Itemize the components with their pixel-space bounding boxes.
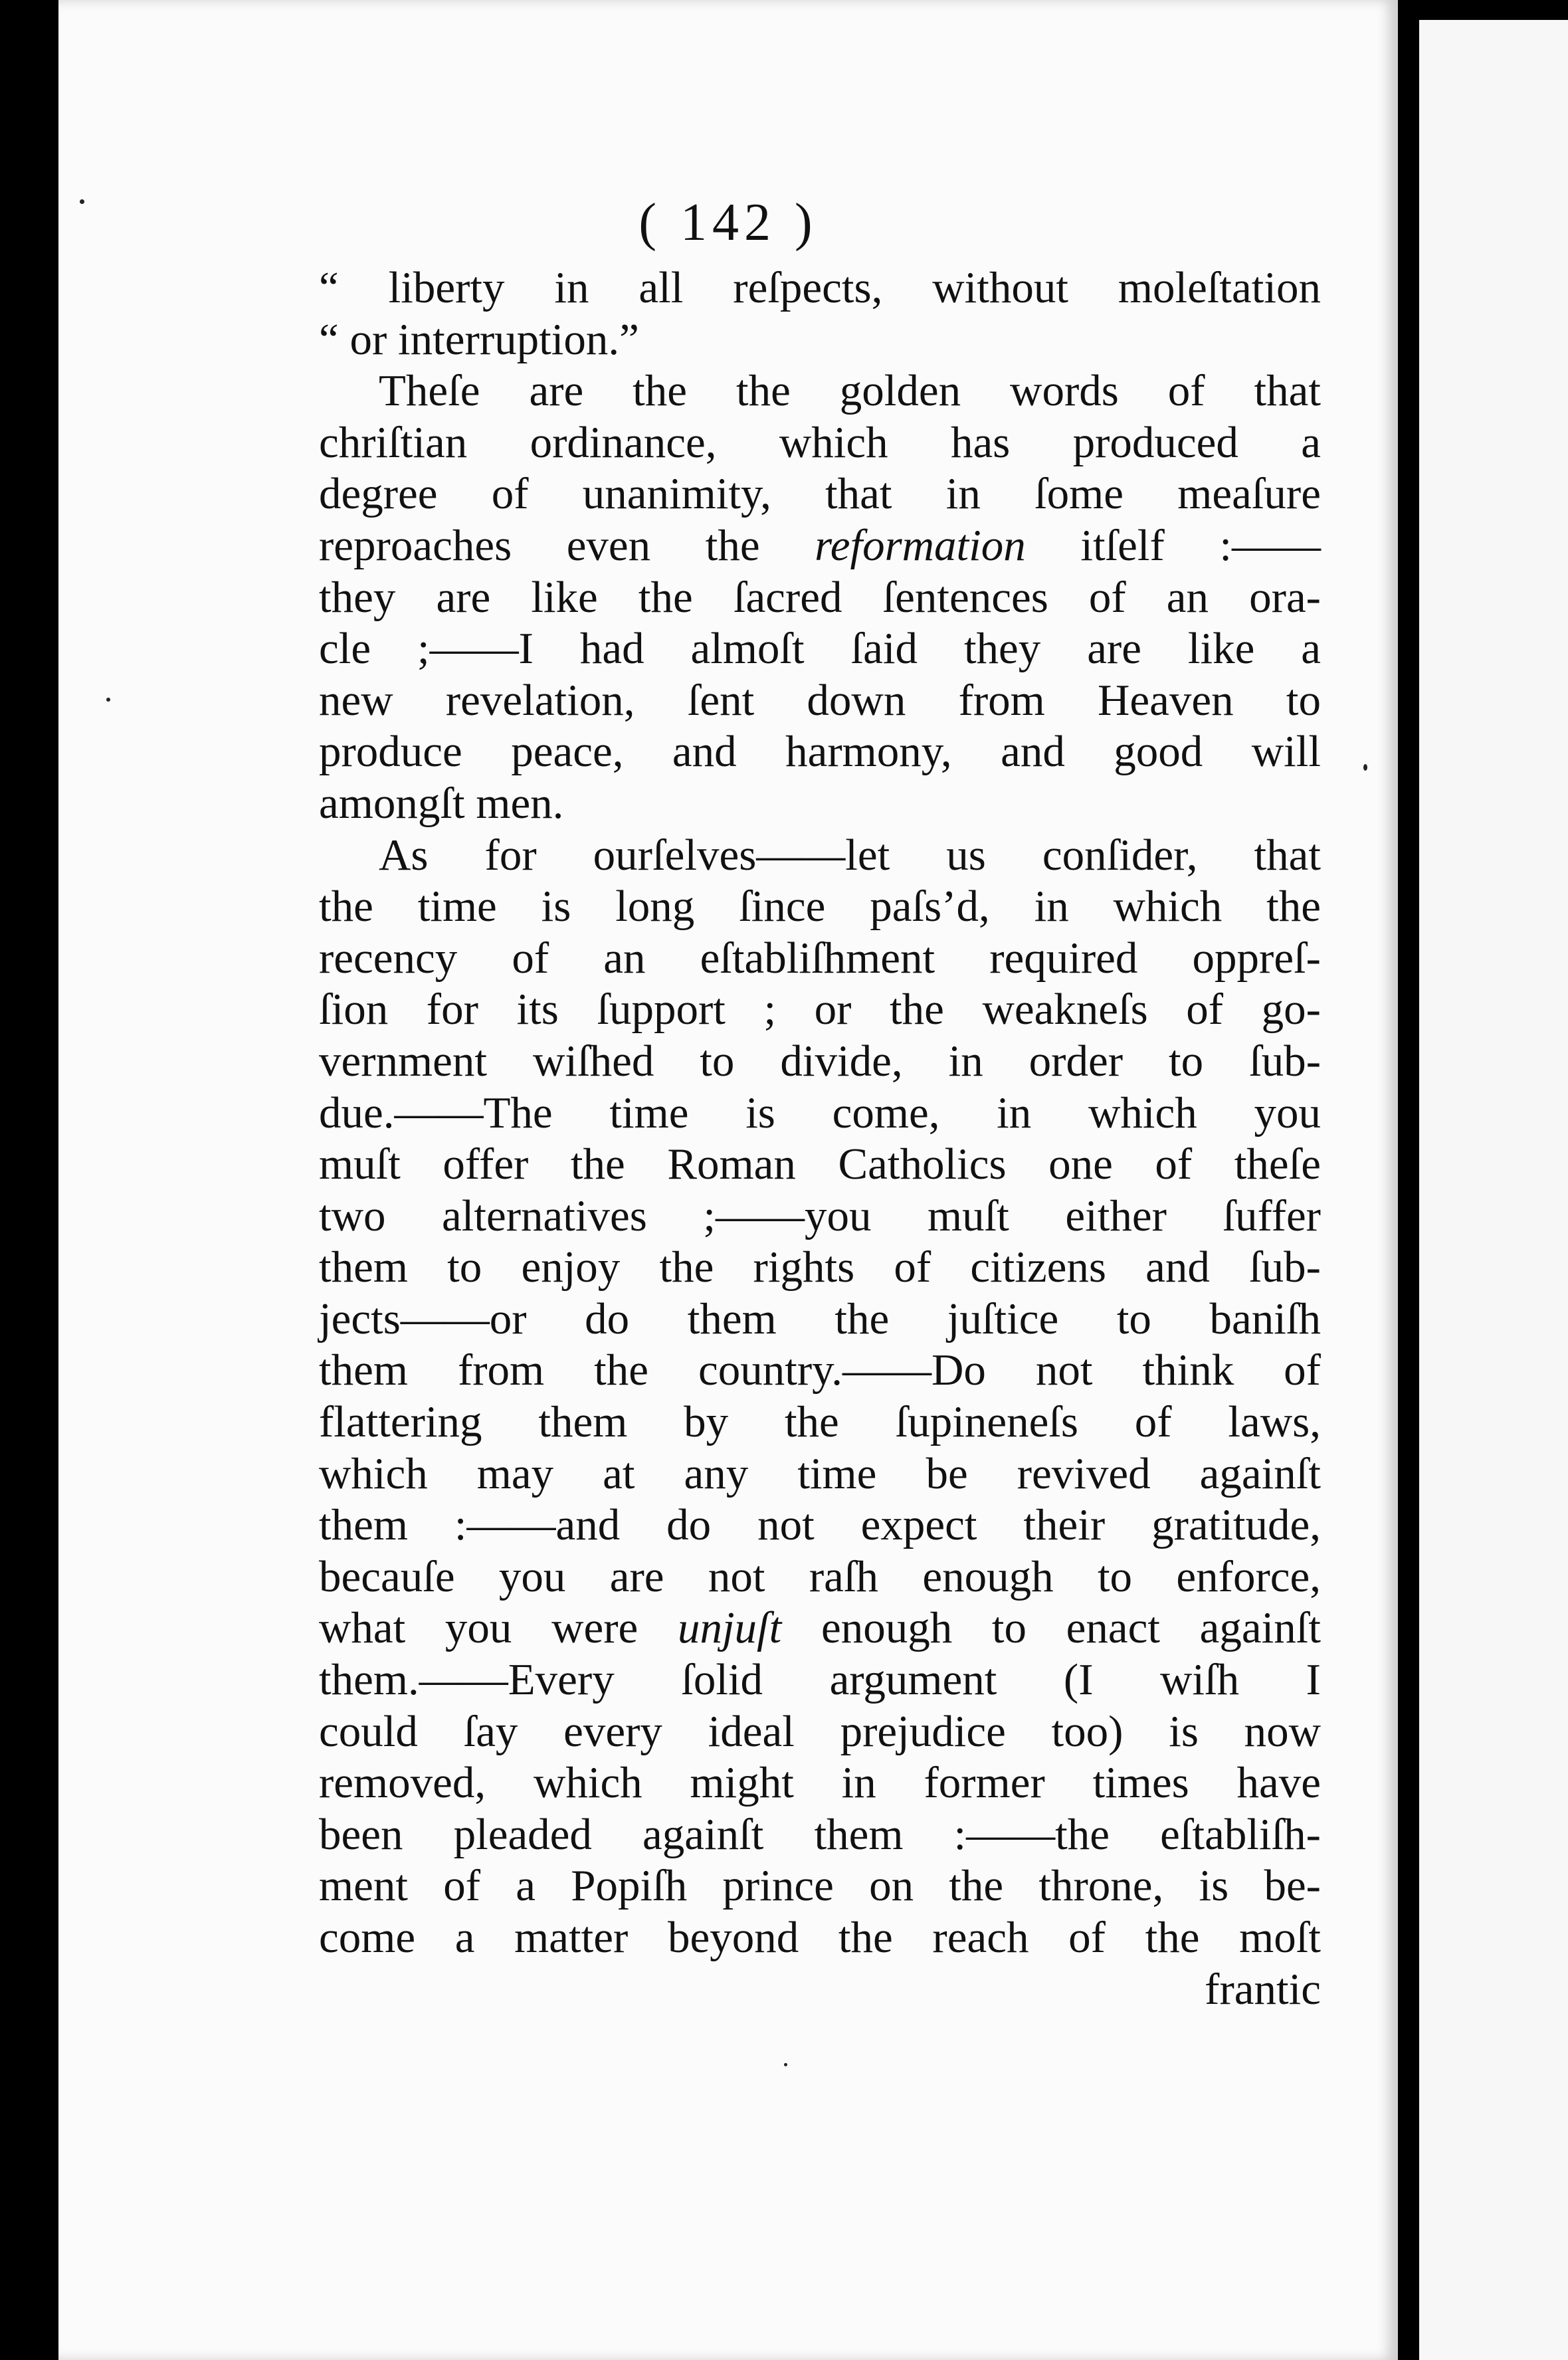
text-line: ment of a Popiſh prince on the throne, is be- bbox=[319, 1861, 1321, 1911]
text-line: two alternatives ;——you muſt either ſuffer bbox=[319, 1191, 1321, 1240]
book-page bbox=[58, 0, 1398, 2360]
text-segment: enough to enact againſt bbox=[781, 1603, 1321, 1653]
italic-word: unjuſt bbox=[677, 1603, 782, 1653]
text-line: chriſtian ordinance, which has produced a bbox=[319, 417, 1321, 467]
text-line: them to enjoy the rights of citizens and ſub- bbox=[319, 1242, 1321, 1292]
text-line: produce peace, and harmony, and good will bbox=[319, 727, 1321, 777]
text-line: the time is long ſince paſs’d, in which the bbox=[319, 882, 1321, 932]
body-text bbox=[319, 262, 1321, 2015]
text-line: becauſe you are not raſh enough to enforce, bbox=[319, 1551, 1321, 1601]
text-line: cle ;——I had almoſt ſaid they are like a bbox=[319, 624, 1321, 674]
text-line: them :——and do not expect their gratitude, bbox=[319, 1500, 1321, 1550]
text-line: them from the country.——Do not think of bbox=[319, 1345, 1321, 1395]
text-line: which may at any time be revived againſt bbox=[319, 1448, 1321, 1498]
ink-speck bbox=[1363, 764, 1367, 771]
text-segment: what you were bbox=[319, 1603, 678, 1653]
text-line: due.——The time is come, in which you bbox=[319, 1088, 1321, 1137]
page-number-header: ( 142 ) bbox=[638, 193, 818, 252]
text-line: jects——or do them the juſtice to baniſh bbox=[319, 1294, 1321, 1343]
text-line bbox=[319, 520, 1321, 572]
text-segment: itſelf :—— bbox=[1025, 520, 1322, 570]
text-line: come a matter beyond the reach of the moſt bbox=[319, 1913, 1321, 1962]
text-line bbox=[319, 1603, 1321, 1654]
adjacent-page-edge bbox=[1419, 20, 1568, 2360]
text-line: “ liberty in all reſpects, without moleſtation bbox=[319, 263, 1321, 312]
text-line: vernment wiſhed to divide, in order to ſub- bbox=[319, 1036, 1321, 1086]
text-line: Theſe are the the golden words of that bbox=[379, 366, 1321, 416]
gutter-shadow bbox=[1398, 0, 1419, 2360]
text-segment: reproaches even the bbox=[319, 520, 815, 570]
text-line: amongſt men. bbox=[319, 778, 564, 828]
text-line: “ or interruption.” bbox=[319, 314, 639, 364]
text-line: frantic bbox=[1205, 1964, 1321, 2014]
text-line: degree of unanimity, that in ſome meaſure bbox=[319, 469, 1321, 519]
text-line: could ſay every ideal prejudice too) is now bbox=[319, 1706, 1321, 1756]
ink-speck bbox=[106, 698, 110, 702]
text-line: them.——Every ſolid argument (I wiſh I bbox=[319, 1655, 1321, 1705]
ink-speck bbox=[784, 2063, 787, 2066]
text-line: new revelation, ſent down from Heaven to bbox=[319, 675, 1321, 725]
text-line: As for ourſelves——let us conſider, that bbox=[379, 830, 1321, 880]
ink-speck bbox=[80, 199, 84, 204]
italic-word: reformation bbox=[815, 520, 1026, 570]
text-line: recency of an eſtabliſhment required oppreſ- bbox=[319, 933, 1321, 983]
text-line: muſt offer the Roman Catholics one of theſe bbox=[319, 1139, 1321, 1189]
text-line: ſion for its ſupport ; or the weakneſs of go- bbox=[319, 985, 1321, 1034]
text-line: removed, which might in former times have bbox=[319, 1758, 1321, 1808]
text-line: been pleaded againſt them :——the eſtabliſh- bbox=[319, 1809, 1321, 1859]
text-line: flattering them by the ſupineneſs of laws, bbox=[319, 1397, 1321, 1447]
text-line: they are like the ſacred ſentences of an ora- bbox=[319, 572, 1321, 622]
